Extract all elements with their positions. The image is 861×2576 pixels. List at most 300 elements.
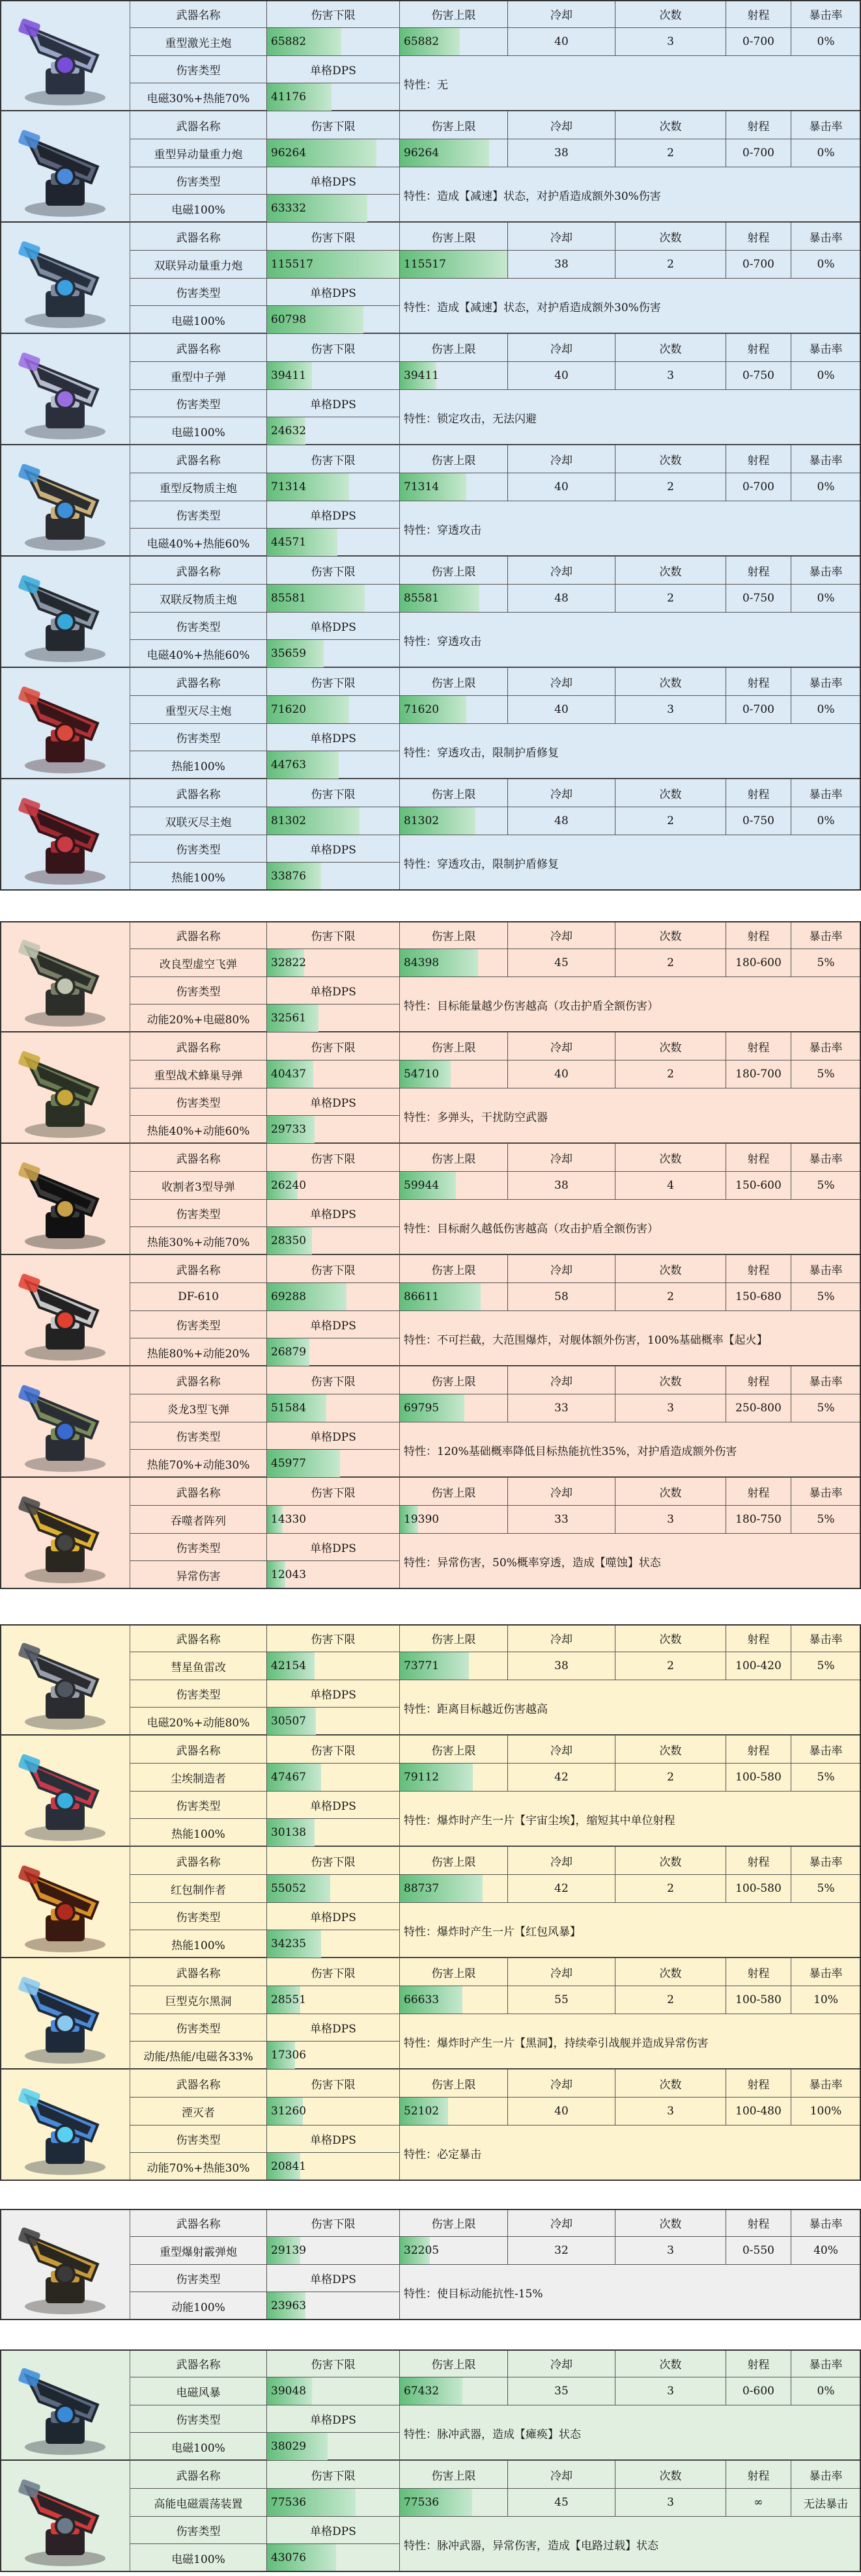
trait-text: 特性：爆炸时产生一片【宇宙尘埃】，缩短其中单位射程 [400, 1792, 861, 1847]
header-range: 射程 [726, 2461, 791, 2489]
data-bar-value: 23963 [271, 2299, 307, 2312]
dps-label: 单格DPS [267, 613, 400, 640]
header-max: 伤害上限 [400, 0, 508, 28]
count: 2 [615, 1875, 726, 1903]
damage-min [267, 1986, 400, 2014]
header-range: 射程 [726, 1478, 791, 1506]
damage-type-label: 伤害类型 [130, 279, 267, 306]
trait-text: 特性：脉冲武器，异常伤害，造成【电路过载】状态 [400, 2517, 861, 2572]
damage-type-label: 伤害类型 [130, 1792, 267, 1819]
header-max: 伤害上限 [400, 2209, 508, 2237]
damage-type-label: 伤害类型 [130, 1200, 267, 1227]
damage-type-label: 伤害类型 [130, 977, 267, 1004]
weapon-block [0, 2461, 861, 2572]
weapon-name: 吞噬者阵列 [130, 1506, 267, 1534]
weapon-name: 双联反物质主炮 [130, 585, 267, 613]
header-cooldown: 冷却 [508, 1847, 615, 1875]
count: 3 [615, 28, 726, 56]
damage-max [400, 2237, 508, 2265]
damage-type-label: 伤害类型 [130, 501, 267, 529]
weapon-block [0, 779, 861, 891]
crit-rate: 5% [791, 1506, 861, 1534]
damage-min [267, 2098, 400, 2126]
header-cooldown: 冷却 [508, 2209, 615, 2237]
df610-missile-icon [0, 1255, 130, 1366]
data-bar-value: 51584 [271, 1402, 307, 1415]
header-min: 伤害下限 [267, 1736, 400, 1764]
damage-type: 电磁100% [130, 2544, 267, 2572]
data-bar-value: 28350 [271, 1234, 307, 1247]
dps-value [267, 1561, 400, 1589]
header-min: 伤害下限 [267, 223, 400, 251]
weapon-name: 重型战术蜂巢导弹 [130, 1060, 267, 1088]
twin-annihilation-cannon-icon [0, 779, 130, 891]
header-min: 伤害下限 [267, 1958, 400, 1986]
weapon-block [0, 1847, 861, 1958]
header-max: 伤害上限 [400, 2461, 508, 2489]
header-min: 伤害下限 [267, 2461, 400, 2489]
damage-type: 电磁30%+热能70% [130, 83, 267, 111]
header-range: 射程 [726, 557, 791, 585]
header-crit: 暴击率 [791, 557, 861, 585]
damage-type-label: 伤害类型 [130, 2265, 267, 2292]
damage-type: 电磁100% [130, 417, 267, 445]
cooldown: 33 [508, 1506, 615, 1534]
header-min: 伤害下限 [267, 2349, 400, 2377]
dps-label: 单格DPS [267, 2126, 400, 2153]
dps-value [267, 417, 400, 445]
header-range: 射程 [726, 1032, 791, 1060]
damage-type: 动能/热能/电磁各33% [130, 2042, 267, 2070]
cooldown: 40 [508, 473, 615, 501]
header-cooldown: 冷却 [508, 1032, 615, 1060]
trait-text: 特性：穿透攻击，限制护盾修复 [400, 724, 861, 779]
damage-type-label: 伤害类型 [130, 1422, 267, 1450]
damage-max [400, 473, 508, 501]
header-min: 伤害下限 [267, 334, 400, 362]
crit-rate: 100% [791, 2098, 861, 2126]
damage-min [267, 1652, 400, 1680]
dps-value [267, 2153, 400, 2181]
crit-rate: 0% [791, 807, 861, 835]
dps-label: 单格DPS [267, 1311, 400, 1338]
damage-type: 电磁20%+动能80% [130, 1708, 267, 1736]
count: 3 [615, 1394, 726, 1422]
range: 0-700 [726, 473, 791, 501]
data-bar-value: 40437 [271, 1068, 307, 1081]
header-crit: 暴击率 [791, 1736, 861, 1764]
range: 100-580 [726, 1764, 791, 1792]
damage-min [267, 807, 400, 835]
count: 2 [615, 1764, 726, 1792]
header-range: 射程 [726, 1144, 791, 1172]
header-count: 次数 [615, 2461, 726, 2489]
damage-type: 异常伤害 [130, 1561, 267, 1589]
data-bar-value: 96264 [404, 146, 440, 159]
comet-torpedo-icon [0, 1624, 130, 1736]
data-bar-value: 32822 [271, 956, 307, 969]
header-count: 次数 [615, 1366, 726, 1394]
range: 100-480 [726, 2098, 791, 2126]
header-min: 伤害下限 [267, 557, 400, 585]
damage-type: 热能100% [130, 1819, 267, 1847]
weapon-name: 双联异动量重力炮 [130, 251, 267, 279]
weapon-name: 重型激光主炮 [130, 28, 267, 56]
dps-value [267, 529, 400, 557]
data-bar-value: 44571 [271, 536, 307, 549]
data-bar-value: 35659 [271, 647, 307, 660]
damage-type: 热能100% [130, 1930, 267, 1958]
trait-text: 特性：穿透攻击 [400, 613, 861, 668]
data-bar-value: 30507 [271, 1715, 307, 1728]
header-max: 伤害上限 [400, 1958, 508, 1986]
weapon-block [0, 1255, 861, 1366]
data-bar-value: 67432 [404, 2385, 440, 2398]
count: 2 [615, 139, 726, 167]
weapon-block [0, 334, 861, 445]
header-cooldown: 冷却 [508, 334, 615, 362]
data-bar-value: 24632 [271, 424, 307, 437]
count: 3 [615, 1506, 726, 1534]
crit-rate: 5% [791, 1060, 861, 1088]
range: ∞ [726, 2489, 791, 2517]
header-min: 伤害下限 [267, 1255, 400, 1283]
damage-type: 动能70%+热能30% [130, 2153, 267, 2181]
header-range: 射程 [726, 1736, 791, 1764]
twin-antimatter-cannon-icon [0, 557, 130, 668]
damage-type-label: 伤害类型 [130, 2126, 267, 2153]
header-name: 武器名称 [130, 668, 267, 696]
dps-value [267, 2544, 400, 2572]
damage-type-label: 伤害类型 [130, 2517, 267, 2544]
damage-type: 热能80%+动能20% [130, 1338, 267, 1366]
damage-type: 热能100% [130, 751, 267, 779]
crit-rate: 0% [791, 251, 861, 279]
crit-rate: 0% [791, 585, 861, 613]
data-bar-value: 43076 [271, 2551, 307, 2564]
header-cooldown: 冷却 [508, 779, 615, 807]
header-name: 武器名称 [130, 2349, 267, 2377]
damage-max [400, 696, 508, 724]
cooldown: 40 [508, 362, 615, 390]
damage-max [400, 585, 508, 613]
data-bar-value: 42154 [271, 1659, 307, 1672]
weapon-block [0, 2349, 861, 2461]
trait-text: 特性：无 [400, 56, 861, 111]
trait-text: 特性：目标耐久越低伤害越高（攻击护盾全额伤害） [400, 1200, 861, 1255]
dps-value [267, 640, 400, 668]
header-range: 射程 [726, 779, 791, 807]
data-bar-value: 63332 [271, 202, 307, 215]
cooldown: 38 [508, 1172, 615, 1200]
header-range: 射程 [726, 1366, 791, 1394]
range: 150-680 [726, 1283, 791, 1311]
damage-type: 动能20%+电磁80% [130, 1004, 267, 1032]
dps-value [267, 1116, 400, 1144]
damage-type: 电磁100% [130, 2433, 267, 2461]
header-cooldown: 冷却 [508, 668, 615, 696]
red-envelope-maker-icon [0, 1847, 130, 1958]
damage-type-label: 伤害类型 [130, 1088, 267, 1116]
header-count: 次数 [615, 1624, 726, 1652]
header-range: 射程 [726, 1624, 791, 1652]
cooldown: 45 [508, 2489, 615, 2517]
damage-max [400, 1060, 508, 1088]
range: 100-580 [726, 1875, 791, 1903]
data-bar-value: 29139 [271, 2244, 307, 2257]
damage-max [400, 1283, 508, 1311]
trait-text: 特性：目标能量越少伤害越高（攻击护盾全额伤害） [400, 977, 861, 1032]
header-min: 伤害下限 [267, 1847, 400, 1875]
damage-min [267, 2237, 400, 2265]
data-bar-value: 34235 [271, 1937, 307, 1950]
header-range: 射程 [726, 111, 791, 139]
annihilation-cannon-icon [0, 668, 130, 779]
header-cooldown: 冷却 [508, 445, 615, 473]
gravity-cannon-icon [0, 111, 130, 223]
data-bar-value: 32561 [271, 1012, 307, 1025]
header-min: 伤害下限 [267, 2209, 400, 2237]
damage-min [267, 1283, 400, 1311]
count: 2 [615, 585, 726, 613]
header-name: 武器名称 [130, 1255, 267, 1283]
damage-max [400, 28, 508, 56]
damage-min [267, 1394, 400, 1422]
trait-text: 特性：120%基础概率降低目标热能抗性35%，对护盾造成额外伤害 [400, 1422, 861, 1478]
em-storm-icon [0, 2349, 130, 2461]
header-min: 伤害下限 [267, 1478, 400, 1506]
dps-value [267, 1004, 400, 1032]
burst-shotgun-icon [0, 2209, 130, 2320]
header-cooldown: 冷却 [508, 1366, 615, 1394]
weapon-block [0, 1032, 861, 1144]
dps-value [267, 1338, 400, 1366]
header-range: 射程 [726, 0, 791, 28]
header-cooldown: 冷却 [508, 1144, 615, 1172]
weapon-name: 电磁风暴 [130, 2377, 267, 2405]
header-name: 武器名称 [130, 779, 267, 807]
damage-type: 动能100% [130, 2292, 267, 2320]
header-name: 武器名称 [130, 1736, 267, 1764]
dust-maker-icon [0, 1736, 130, 1847]
weapon-name: 重型爆射霰弹炮 [130, 2237, 267, 2265]
count: 2 [615, 1652, 726, 1680]
crit-rate: 40% [791, 2237, 861, 2265]
reaper-missile-icon [0, 1144, 130, 1255]
twin-gravity-cannon-icon [0, 223, 130, 334]
header-crit: 暴击率 [791, 1847, 861, 1875]
weapon-name: 重型中子弹 [130, 362, 267, 390]
damage-min [267, 1060, 400, 1088]
weapon-group [0, 2209, 861, 2320]
trait-text: 特性：穿透攻击 [400, 501, 861, 557]
header-name: 武器名称 [130, 1478, 267, 1506]
damage-max [400, 1875, 508, 1903]
header-max: 伤害上限 [400, 111, 508, 139]
crit-rate: 0% [791, 2377, 861, 2405]
header-cooldown: 冷却 [508, 0, 615, 28]
damage-type-label: 伤害类型 [130, 613, 267, 640]
weapon-name: 高能电磁震荡装置 [130, 2489, 267, 2517]
header-max: 伤害上限 [400, 2349, 508, 2377]
data-bar-value: 44763 [271, 758, 307, 771]
header-count: 次数 [615, 1478, 726, 1506]
weapon-block [0, 111, 861, 223]
header-crit: 暴击率 [791, 223, 861, 251]
damage-min [267, 473, 400, 501]
dps-value [267, 1450, 400, 1478]
weapon-block [0, 0, 861, 111]
count: 3 [615, 2489, 726, 2517]
dps-label: 单格DPS [267, 1200, 400, 1227]
header-name: 武器名称 [130, 0, 267, 28]
cooldown: 38 [508, 1652, 615, 1680]
header-cooldown: 冷却 [508, 1478, 615, 1506]
weapon-block [0, 2070, 861, 2181]
header-max: 伤害上限 [400, 1624, 508, 1652]
header-max: 伤害上限 [400, 1366, 508, 1394]
trait-text: 特性：距离目标越近伤害越高 [400, 1680, 861, 1736]
weapon-block [0, 1478, 861, 1589]
data-bar-value: 33876 [271, 870, 307, 883]
damage-type: 热能40%+动能60% [130, 1116, 267, 1144]
header-max: 伤害上限 [400, 779, 508, 807]
range: 100-420 [726, 1652, 791, 1680]
damage-type: 热能100% [130, 863, 267, 891]
weapon-group [0, 0, 861, 891]
damage-max [400, 362, 508, 390]
header-crit: 暴击率 [791, 1255, 861, 1283]
weapon-name: 重型灭尽主炮 [130, 696, 267, 724]
weapon-name: 收割者3型导弹 [130, 1172, 267, 1200]
count: 3 [615, 2098, 726, 2126]
header-count: 次数 [615, 223, 726, 251]
data-bar-value: 65882 [404, 35, 440, 48]
header-max: 伤害上限 [400, 1478, 508, 1506]
cooldown: 45 [508, 949, 615, 977]
damage-min [267, 585, 400, 613]
header-max: 伤害上限 [400, 2070, 508, 2098]
data-bar-value: 55052 [271, 1882, 307, 1895]
header-count: 次数 [615, 668, 726, 696]
cooldown: 42 [508, 1764, 615, 1792]
void-missile-icon [0, 921, 130, 1032]
header-name: 武器名称 [130, 1958, 267, 1986]
header-name: 武器名称 [130, 445, 267, 473]
damage-type-label: 伤害类型 [130, 1311, 267, 1338]
data-bar-value: 30138 [271, 1826, 307, 1839]
dps-value [267, 195, 400, 223]
dragon-missile-icon [0, 1366, 130, 1478]
range: 0-700 [726, 28, 791, 56]
damage-max [400, 807, 508, 835]
weapon-block [0, 557, 861, 668]
data-bar-value: 85581 [404, 592, 440, 605]
header-max: 伤害上限 [400, 668, 508, 696]
header-min: 伤害下限 [267, 1624, 400, 1652]
header-count: 次数 [615, 111, 726, 139]
header-name: 武器名称 [130, 111, 267, 139]
header-cooldown: 冷却 [508, 223, 615, 251]
damage-type-label: 伤害类型 [130, 2014, 267, 2042]
header-crit: 暴击率 [791, 921, 861, 949]
range: 0-700 [726, 696, 791, 724]
header-crit: 暴击率 [791, 1032, 861, 1060]
trait-text: 特性：造成【减速】状态，对护盾造成额外30%伤害 [400, 279, 861, 334]
data-bar-value: 26240 [271, 1179, 307, 1192]
data-bar-value: 47467 [271, 1771, 307, 1784]
damage-max [400, 949, 508, 977]
laser-cannon-icon [0, 0, 130, 111]
trait-text: 特性：造成【减速】状态，对护盾造成额外30%伤害 [400, 167, 861, 223]
damage-min [267, 139, 400, 167]
dps-value [267, 1930, 400, 1958]
count: 3 [615, 696, 726, 724]
data-bar-value: 77536 [404, 2496, 440, 2509]
weapon-group [0, 921, 861, 1589]
damage-type: 电磁100% [130, 306, 267, 334]
dps-value [267, 751, 400, 779]
dps-label: 单格DPS [267, 2265, 400, 2292]
damage-type-label: 伤害类型 [130, 1680, 267, 1708]
crit-rate: 10% [791, 1986, 861, 2014]
weapon-block [0, 668, 861, 779]
crit-rate: 5% [791, 1283, 861, 1311]
header-count: 次数 [615, 1736, 726, 1764]
weapon-block [0, 2209, 861, 2320]
header-name: 武器名称 [130, 1144, 267, 1172]
header-min: 伤害下限 [267, 2070, 400, 2098]
header-range: 射程 [726, 2209, 791, 2237]
header-count: 次数 [615, 2349, 726, 2377]
header-count: 次数 [615, 1958, 726, 1986]
data-bar-value: 26879 [271, 1346, 307, 1359]
header-crit: 暴击率 [791, 445, 861, 473]
header-crit: 暴击率 [791, 779, 861, 807]
cooldown: 35 [508, 2377, 615, 2405]
data-bar-value: 115517 [404, 258, 446, 271]
trait-text: 特性：异常伤害，50%概率穿透，造成【噬蚀】状态 [400, 1534, 861, 1589]
weapon-block [0, 445, 861, 557]
dps-label: 单格DPS [267, 1792, 400, 1819]
damage-max [400, 1652, 508, 1680]
header-range: 射程 [726, 334, 791, 362]
weapon-block [0, 1144, 861, 1255]
range: 180-750 [726, 1506, 791, 1534]
damage-max [400, 1172, 508, 1200]
header-range: 射程 [726, 921, 791, 949]
dps-label: 单格DPS [267, 2517, 400, 2544]
weapon-block [0, 1736, 861, 1847]
cooldown: 40 [508, 1060, 615, 1088]
damage-min [267, 251, 400, 279]
header-name: 武器名称 [130, 1032, 267, 1060]
weapon-name: 重型异动量重力炮 [130, 139, 267, 167]
weapon-group [0, 2349, 861, 2572]
header-count: 次数 [615, 1144, 726, 1172]
header-range: 射程 [726, 2349, 791, 2377]
range: 0-700 [726, 251, 791, 279]
header-count: 次数 [615, 1847, 726, 1875]
header-range: 射程 [726, 1255, 791, 1283]
cooldown: 42 [508, 1875, 615, 1903]
data-bar-value: 86611 [404, 1290, 440, 1303]
damage-min [267, 2489, 400, 2517]
range: 150-600 [726, 1172, 791, 1200]
weapon-name: DF-610 [130, 1283, 267, 1311]
damage-type: 电磁100% [130, 195, 267, 223]
dps-value [267, 863, 400, 891]
